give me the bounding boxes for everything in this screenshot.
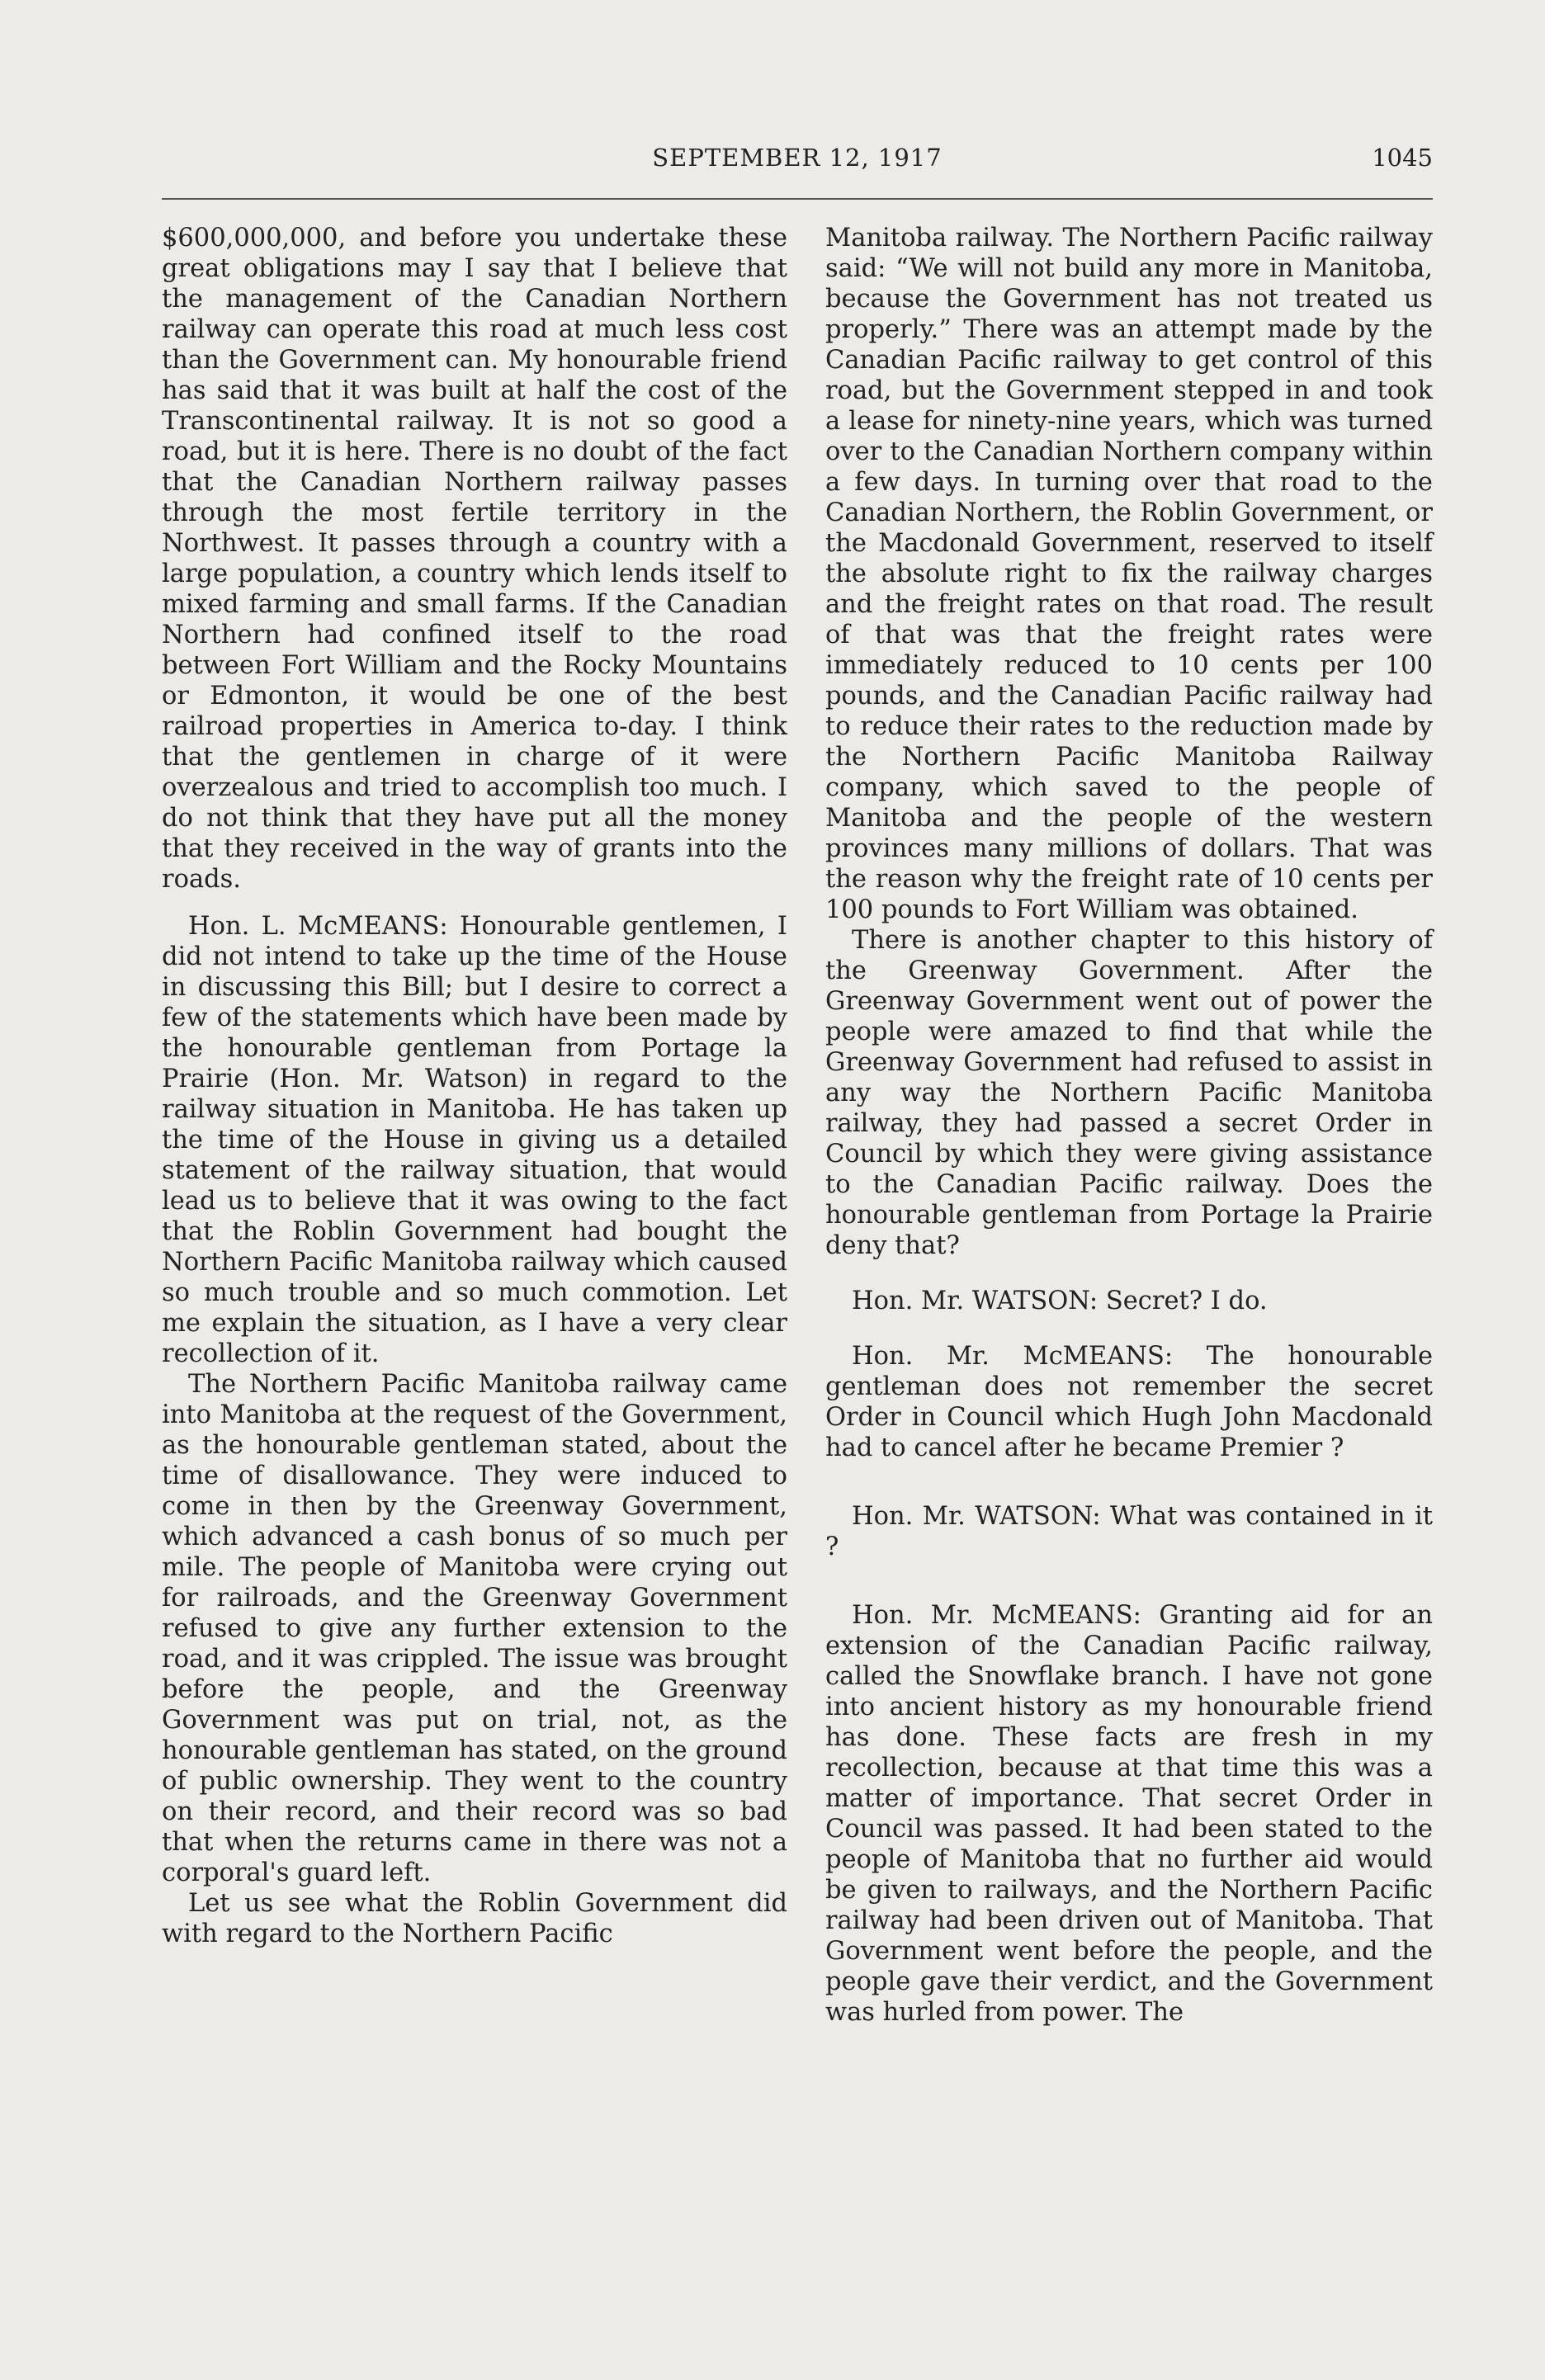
page-number: 1045 <box>1372 144 1433 172</box>
paragraph: There is another chapter to this history of the Greenway Government. After the Greenway Government went out of power the people were amazed to find that while the Greenway Government had refused to assist in any way the Northern Pacific Manitoba railway, they had passed a secret Order in Council by which they were giving assistance to the Canadian Pacific railway. Does the honourable gentleman from Portage la Prairie deny that? <box>825 926 1433 1260</box>
paragraph: Hon. Mr. WATSON: Secret? I do. <box>852 1287 1268 1315</box>
paragraph: Let us see what the Roblin Government did with regard to the Northern Pacific <box>162 1889 787 1948</box>
paragraph: Hon. Mr. McMEANS: Granting aid for an extension of the Canadian Pacific railway, called the Snowflake branch. I have not gone into ancient history as my honourable friend has done. These facts are fresh in my recollection, because at that time this was a matter of importance. That secret Order in Council was passed. It had been stated to the people of Manitoba that no further aid would be given to railways, and the Northern Pacific railway had been driven out of Manitoba. That Government went before the people, and the people gave their verdict, and the Government was hurled from power. The <box>825 1601 1433 2027</box>
header-rule <box>162 198 1433 200</box>
paragraph: Hon. Mr. McMEANS: The honourable gentleman does not remember the secret Order in Council which Hugh John Macdonald had to cancel after he became Premier ? <box>825 1342 1433 1462</box>
paragraph: Hon. Mr. WATSON: What was contained in it ? <box>825 1502 1433 1561</box>
header-date: SEPTEMBER 12, 1917 <box>652 144 943 172</box>
paragraph: Hon. L. McMEANS: Honourable gentlemen, I did not intend to take up the time of the House in discussing this Bill; but I desire to correct a few of the statements which have been made by the honourable gentleman from Portage la Prairie (Hon. Mr. Watson) in regard to the railway situation in Manitoba. He has taken up the time of the House in giving us a detailed statement of the railway situation, that would lead us to believe that it was owing to the fact that the Roblin Government had bought the Northern Pacific Manitoba railway which caused so much trouble and so much commotion. Let me explain the situation, as I have a very clear recollection of it. <box>162 912 787 1368</box>
page-header <box>162 140 1433 190</box>
paragraph: Manitoba railway. The Northern Pacific railway said: “We will not build any more in Manitoba, because the Government has not treated us properly.” There was an attempt made by the Canadian Pacific railway to get control of this road, but the Government stepped in and took a lease for ninety-nine years, which was turned over to the Canadian Northern company within a few days. In turning over that road to the Canadian Northern, the Roblin Government, or the Macdonald Government, reserved to itself the absolute right to fix the railway charges and the freight rates on that road. The result of that was that the freight rates were immediately reduced to 10 cents per 100 pounds, and the Canadian Pacific railway had to reduce their rates to the reduction made by the Northern Pacific Manitoba Railway company, which saved to the people of Manitoba and the people of the western provinces many millions of dollars. That was the reason why the freight rate of 10 cents per 100 pounds to Fort William was obtained. <box>825 224 1433 924</box>
left-column <box>162 223 787 1949</box>
paragraph: The Northern Pacific Manitoba railway came into Manitoba at the request of the Government, as the honourable gentleman stated, about the time of disallowance. They were induced to come in then by the Greenway Government, which advanced a cash bonus of so much per mile. The people of Manitoba were crying out for railroads, and the Greenway Government refused to give any further extension to the road, and it was crippled. The issue was brought before the people, and the Greenway Government was put on trial, not, as the honourable gentleman has stated, on the ground of public ownership. They went to the country on their record, and their record was so bad that when the returns came in there was not a corporal's guard left. <box>162 1370 787 1887</box>
paragraph: $600,000,000, and before you undertake these great obligations may I say that I believe that the management of the Canadian Northern railway can operate this road at much less cost than the Government can. My honourable friend has said that it was built at half the cost of the Transcontinental railway. It is not so good a road, but it is here. There is no doubt of the fact that the Canadian Northern railway passes through the most fertile territory in the Northwest. It passes through a country with a large population, a country which lends itself to mixed farming and small farms. If the Canadian Northern had confined itself to the road between Fort William and the Rocky Mountains or Edmonton, it would be one of the best railroad properties in America to-day. I think that the gentlemen in charge of it were overzealous and tried to accomplish too much. I do not think that they have put all the money that they received in the way of grants into the roads. <box>162 224 787 894</box>
right-column <box>825 223 1433 2028</box>
